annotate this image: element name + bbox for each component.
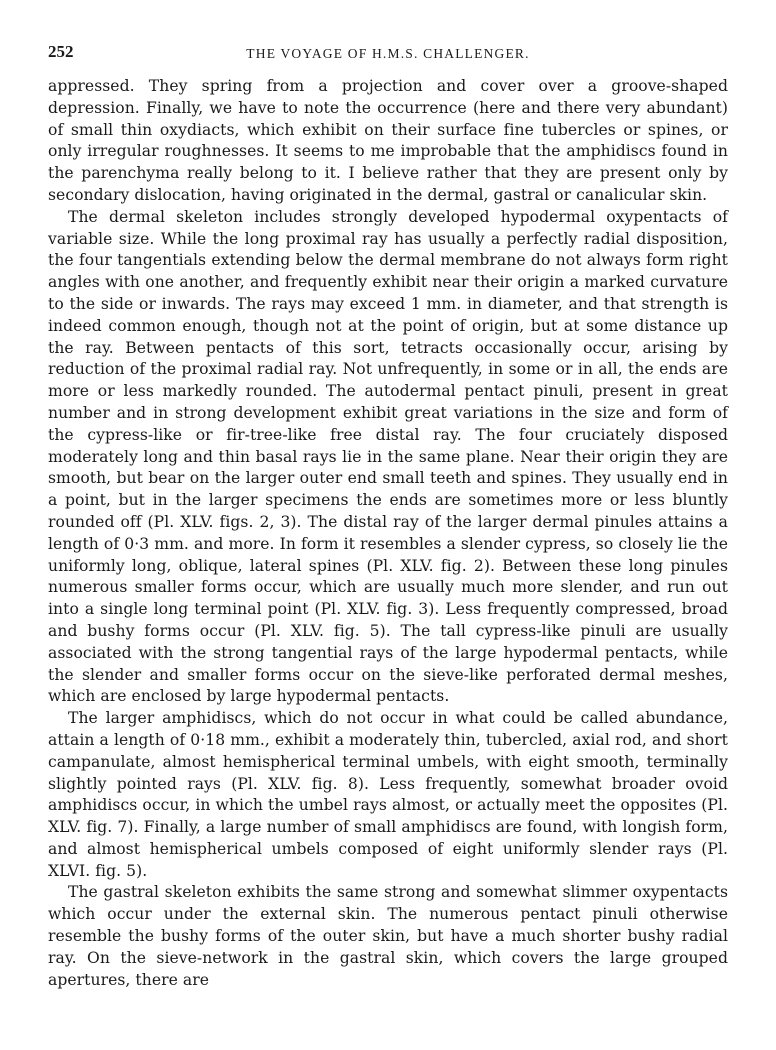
paragraph-gastral-skeleton: The gastral skeleton exhibits the same strong and somewhat slimmer oxypentacts which occur under the external skin. The numerous pentact pinuli otherwise resemble the bushy forms of the outer skin, but have a much shorter bushy radial ray. On the sieve-network in the gastral skin, which covers the large grouped apertures, there are (48, 883, 728, 989)
paragraph-amphidiscs: The larger amphidiscs, which do not occur in what could be called abundance, attain a length of 0·18 mm., exhibit a moderately thin, tubercled, axial rod, and short campanulate, almost hemispherical terminal umbels, with eight smooth, terminally slightly pointed rays (Pl. XLV. fig. 8). Less frequently, somewhat broader ovoid amphidiscs occur, in which the umbel rays almost, or actually meet the opposites (Pl. XLV. fig. 7). Finally, a large number of small amphidiscs are found, with longish form, and almost hemispherical umbels composed of eight uniformly slender rays (Pl. XLVI. fig. 5). (48, 709, 728, 880)
running-head (48, 42, 728, 76)
page-number: 252 (48, 42, 74, 61)
page (48, 42, 728, 991)
paragraph-dermal-skeleton: The dermal skeleton includes strongly developed hypodermal oxypentacts of variable size. While the long proximal ray has usually a perfectly radial disposition, the four tangentials extending below the dermal membrane do not always form right angles with one another, and frequently exhibit near their origin a marked curvature to the side or inwards. The rays may exceed 1 mm. in diameter, and that strength is indeed common enough, though not at the point of origin, but at some distance up the ray. Between pentacts of this sort, tetracts occasionally occur, arising by reduction of the proximal radial ray. Not unfrequently, in some or in all, the ends are more or less markedly rounded. The autodermal pentact pinuli, present in great number and in strong development exhibit great variations in the size and form of the cypress-like or fir-tree-like free distal ray. The four cruciately disposed moderately long and thin basal rays lie in the same plane. Near their origin they are smooth, but bear on the larger outer end small teeth and spines. They usually end in a point, but in the larger specimens the ends are sometimes more or less bluntly rounded off (Pl. XLV. figs. 2, 3). The distal ray of the larger dermal pinules attains a length of 0·3 mm. and more. In form it resembles a slender cypress, so closely lie the uniformly long, oblique, lateral spines (Pl. XLV. fig. 2). Between these long pinules numerous smaller forms occur, which are usually much more slender, and run out into a single long terminal point (Pl. XLV. fig. 3). Less frequently compressed, broad and bushy forms occur (Pl. XLV. fig. 5). The tall cypress-like pinuli are usually associated with the strong tangential rays of the large hypodermal pentacts, while the slender and smaller forms occur on the sieve-like perforated dermal meshes, which are enclosed by large hypodermal pentacts. (48, 207, 728, 706)
body-text (48, 76, 728, 991)
running-title: THE VOYAGE OF H.M.S. CHALLENGER. (246, 46, 530, 61)
paragraph-continued: appressed. They spring from a projection and cover over a groove-shaped depression. Finally, we have to note the occurrence (here and there very abundant) of small thin oxydiacts, which exhibit on their surface fine tubercles or spines, or only irregular roughnesses. It seems to me improbable that the amphidiscs found in the parenchyma really belong to it. I believe rather that they are present only by secondary dislocation, having originated in the dermal, gastral or canalicular skin. (48, 77, 728, 204)
